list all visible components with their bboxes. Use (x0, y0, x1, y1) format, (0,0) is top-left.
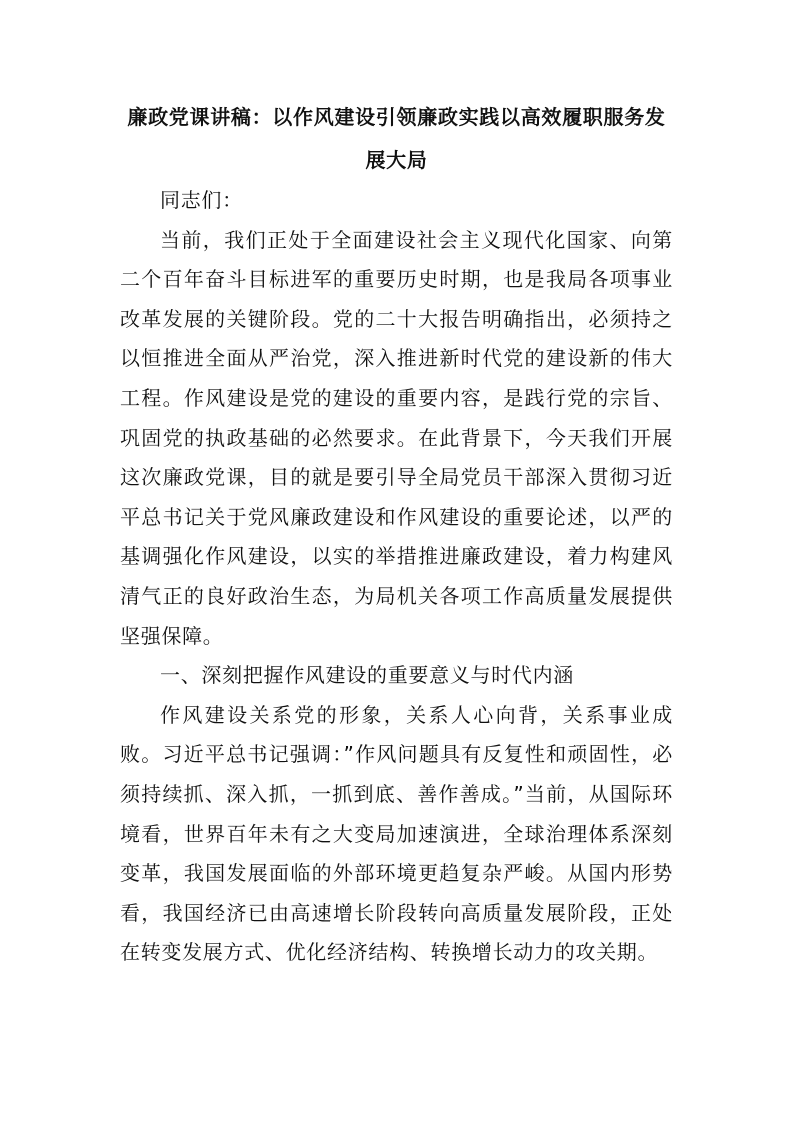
intro-paragraph: 当前，我们正处于全面建设社会主义现代化国家、向第二个百年奋斗目标进军的重要历史时期，也是我局各项事业改革发展的关键阶段。党的二十大报告明确指出，必须持之以恒推进全面从严治党，深入推进新时代党的建设新的伟大工程。作风建设是党的建设的重要内容，是践行党的宗旨、巩固党的执政基础的必然要求。在此背景下，今天我们开展这次廉政党课，目的就是要引导全局党员干部深入贯彻习近平总书记关于党风廉政建设和作风建设的重要论述，以严的基调强化作风建设，以实的举措推进廉政建设，着力构建风清气正的良好政治生态，为局机关各项工作高质量发展提供坚强保障。 (120, 227, 673, 648)
document-body (120, 96, 673, 973)
document-title: 廉政党课讲稿：以作风建设引领廉政实践以高效履职服务发展大局 (127, 105, 666, 172)
section-paragraph: 作风建设关系党的形象，关系人心向背，关系事业成败。习近平总书记强调：”作风问题具有反复性和顽固性，必须持续抓、深入抓，一抓到底、善作善成。”当前，从国际环境看，世界百年未有之大变局加速演进，全球治理体系深刻变革，我国发展面临的外部环境更趋复杂严峻。从国内形势看，我国经济已由高速增长阶段转向高质量发展阶段，正处在转变发展方式、优化经济结构、转换增长动力的攻关期。 (120, 702, 673, 965)
section-heading: 一、深刻把握作风建设的重要意义与时代内涵 (160, 663, 574, 688)
greeting-text: 同志们： (160, 188, 243, 212)
